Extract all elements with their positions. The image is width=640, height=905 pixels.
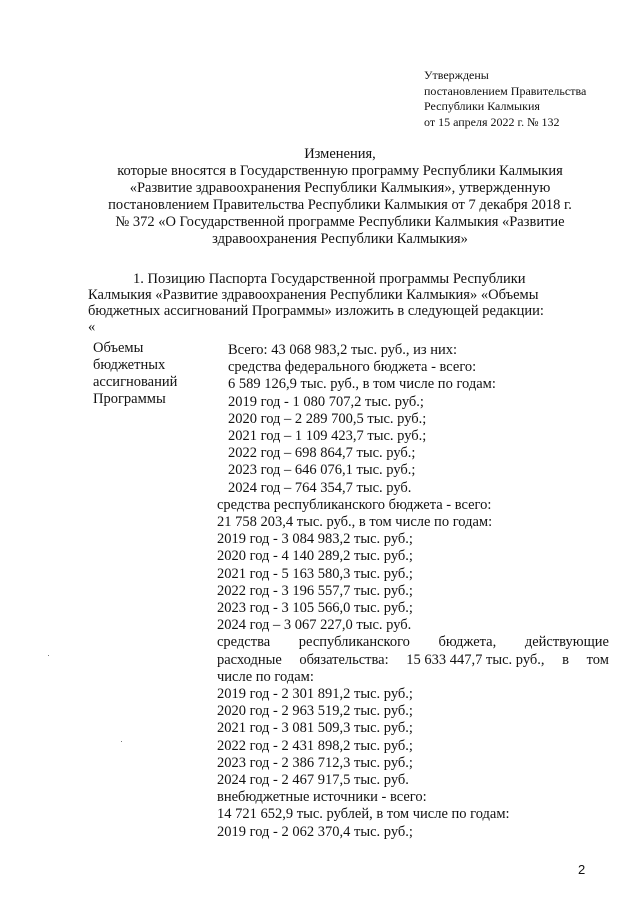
- republic-header: средства республиканского бюджета - всего:: [217, 496, 492, 513]
- federal-header: средства федерального бюджета - всего:: [228, 359, 477, 376]
- opening-quote: «: [88, 319, 96, 335]
- extrabudgetary-header: внебюджетные источники - всего:: [217, 789, 427, 806]
- approval-line: Утверждены: [424, 68, 489, 82]
- word: Калмыкия: [88, 287, 152, 303]
- word: средства: [217, 634, 271, 651]
- scan-speck: [121, 741, 122, 742]
- title-line: Изменения,: [304, 146, 376, 162]
- approval-line: постановлением Правительства: [424, 83, 587, 98]
- scan-speck: [48, 655, 49, 656]
- label-line: Объемы: [93, 340, 144, 356]
- table-label-cell: [93, 340, 177, 408]
- federal-year: 2022 год – 698 864,7 тыс. руб.;: [228, 445, 416, 462]
- word: Калмыкия»: [406, 287, 478, 303]
- approval-stamp: [424, 68, 586, 130]
- current-obligations-line-3: числе по годам:: [217, 668, 314, 685]
- title-line: № 372 «О Государственной программе Республики Калмыкия «Развитие: [115, 214, 565, 230]
- paragraph-line-3: бюджетных ассигнований Программы» изложить в следующей редакции:: [88, 303, 544, 319]
- word: «Объемы: [480, 287, 539, 303]
- word: Паспорта: [208, 271, 268, 287]
- title-line: здравоохранения Республики Калмыкия»: [212, 231, 468, 247]
- federal-year: 2020 год – 2 289 700,5 тыс. руб.;: [228, 410, 427, 427]
- current-year: 2020 год - 2 963 519,2 тыс. руб.;: [217, 703, 413, 720]
- current-obligations-line-2: [217, 652, 609, 669]
- word: республиканского: [298, 634, 410, 651]
- label-line: ассигнований: [93, 374, 178, 390]
- current-year: 2023 год - 2 386 712,3 тыс. руб.;: [217, 754, 413, 771]
- current-obligations-line-1: [217, 634, 609, 651]
- title-line: «Развитие здравоохранения Республики Калмыкия», утвержденную: [129, 180, 551, 196]
- word: обязательства:: [299, 651, 389, 668]
- republic-year: 2020 год - 4 140 289,2 тыс. руб.;: [217, 548, 413, 565]
- republic-total: 21 758 203,4 тыс. руб., в том числе по годам:: [217, 514, 493, 531]
- title-line: которые вносятся в Государственную программу Республики Калмыкия: [117, 163, 563, 179]
- current-year: 2024 год - 2 467 917,5 тыс. руб.: [217, 772, 409, 789]
- republic-year: 2024 год – 3 067 227,0 тыс. руб.: [217, 617, 412, 634]
- total-line: Всего: 43 068 983,2 тыс. руб., из них:: [228, 342, 458, 358]
- word: том: [586, 651, 609, 668]
- republic-year: 2023 год - 3 105 566,0 тыс. руб.;: [217, 600, 413, 617]
- federal-year: 2021 год – 1 109 423,7 тыс. руб.;: [228, 428, 427, 445]
- paragraph-line-1: [88, 271, 608, 287]
- word: Республики: [329, 287, 403, 303]
- federal-year: 2023 год – 646 076,1 тыс. руб.;: [228, 462, 416, 479]
- extrabudgetary-year: 2019 год - 2 062 370,4 тыс. руб.;: [217, 823, 413, 840]
- word: Республики: [452, 271, 526, 287]
- federal-year: 2024 год – 764 354,7 тыс. руб.: [228, 479, 412, 496]
- current-year: 2021 год - 3 081 509,3 тыс. руб.;: [217, 720, 413, 737]
- word: Государственной: [270, 271, 376, 287]
- label-line: бюджетных: [93, 357, 166, 373]
- republic-year: 2022 год - 3 196 557,7 тыс. руб.;: [217, 582, 413, 599]
- body-paragraph: [88, 271, 608, 319]
- republic-year: 2019 год - 3 084 983,2 тыс. руб.;: [217, 531, 413, 548]
- approval-line: Республики Калмыкия: [424, 99, 540, 113]
- document-title: [80, 146, 600, 248]
- label-line: Программы: [93, 391, 166, 407]
- current-year: 2019 год - 2 301 891,2 тыс. руб.;: [217, 686, 413, 703]
- word: 15 633 447,7 тыс. руб.,: [406, 651, 545, 668]
- approval-line: от 15 апреля 2022 г. № 132: [424, 114, 560, 129]
- word: расходные: [217, 651, 282, 668]
- federal-total: 6 589 126,9 тыс. руб., в том числе по годам:: [228, 376, 496, 393]
- word: 1. Позицию: [133, 271, 206, 287]
- federal-year: 2019 год - 1 080 707,2 тыс. руб.;: [228, 393, 424, 410]
- word: «Развитие: [155, 287, 218, 303]
- republic-year: 2021 год - 5 163 580,3 тыс. руб.;: [217, 565, 413, 582]
- page-number: 2: [578, 862, 586, 877]
- extrabudgetary-total: 14 721 652,9 тыс. рублей, в том числе по годам:: [217, 806, 510, 823]
- word: здравоохранения: [221, 287, 327, 303]
- current-year: 2022 год - 2 431 898,2 тыс. руб.;: [217, 737, 413, 754]
- paragraph-line-2: [88, 287, 608, 303]
- table-value-cell: [217, 342, 609, 841]
- word: бюджета,: [438, 634, 497, 651]
- title-line: постановлением Правительства Республики Калмыкия от 7 декабря 2018 г.: [108, 197, 572, 213]
- word: в: [562, 651, 570, 668]
- word: действующие: [524, 634, 609, 651]
- word: программы: [379, 271, 450, 287]
